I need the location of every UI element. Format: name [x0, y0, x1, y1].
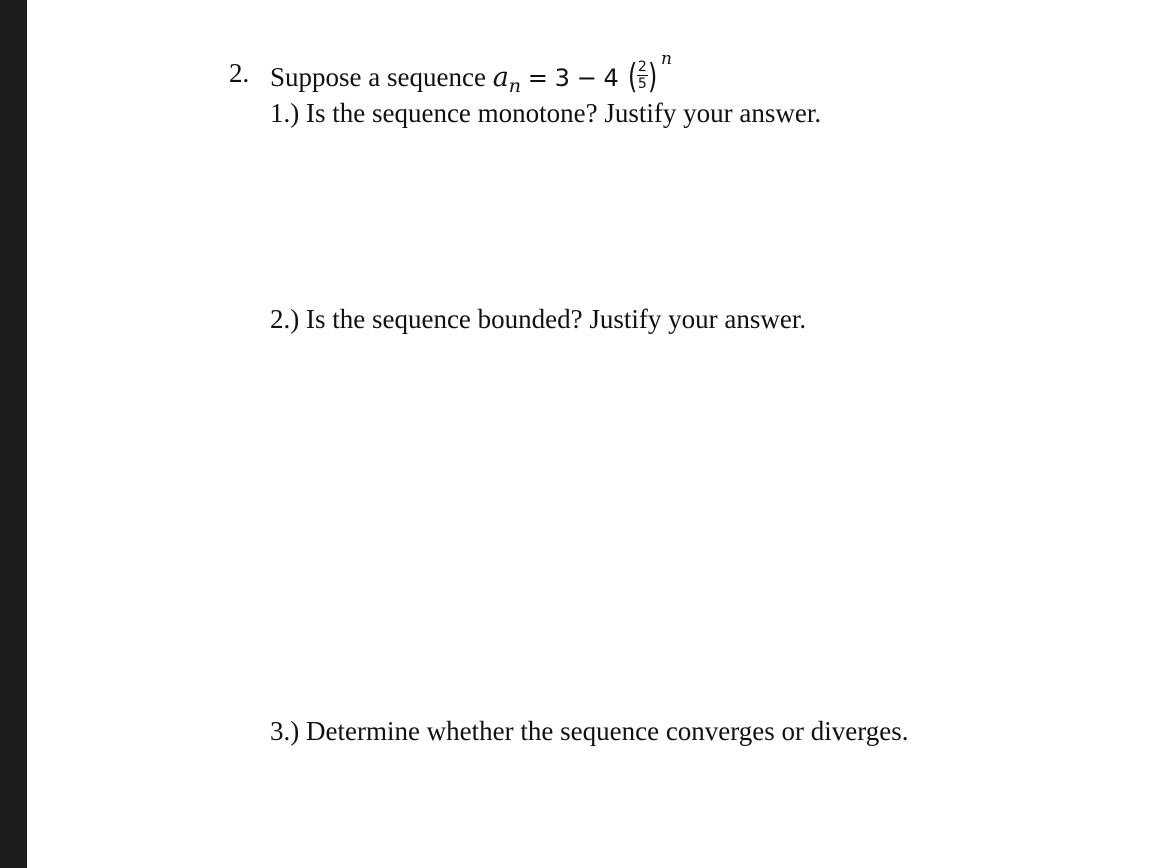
formula-left-paren: (	[627, 57, 637, 97]
formula-minus: −	[576, 64, 597, 92]
part-2-question: 2.) Is the sequence bounded? Justify your answer.	[270, 304, 807, 334]
fraction-numerator: 2	[637, 59, 647, 76]
part-3-question: 3.) Determine whether the sequence converges or diverges.	[270, 716, 909, 746]
formula-coefficient: 4	[603, 64, 619, 92]
formula-variable: a	[492, 62, 509, 93]
formula-subscript: n	[508, 75, 522, 97]
formula-exponent: n	[661, 49, 672, 69]
formula-fraction	[637, 60, 648, 91]
sequence-formula	[492, 49, 672, 97]
fraction-denominator: 5	[637, 76, 647, 93]
part-1-question: 1.) Is the sequence monotone? Justify your answer.	[270, 98, 822, 128]
formula-constant: 3	[554, 64, 570, 92]
left-sidebar-strip	[0, 0, 27, 868]
question-stem	[270, 49, 672, 97]
formula-right-paren: )	[647, 57, 658, 97]
document-page	[27, 0, 1170, 868]
formula-equals: =	[527, 64, 548, 92]
question-stem-text: Suppose a sequence	[270, 62, 486, 92]
question-number: 2.	[229, 58, 250, 88]
